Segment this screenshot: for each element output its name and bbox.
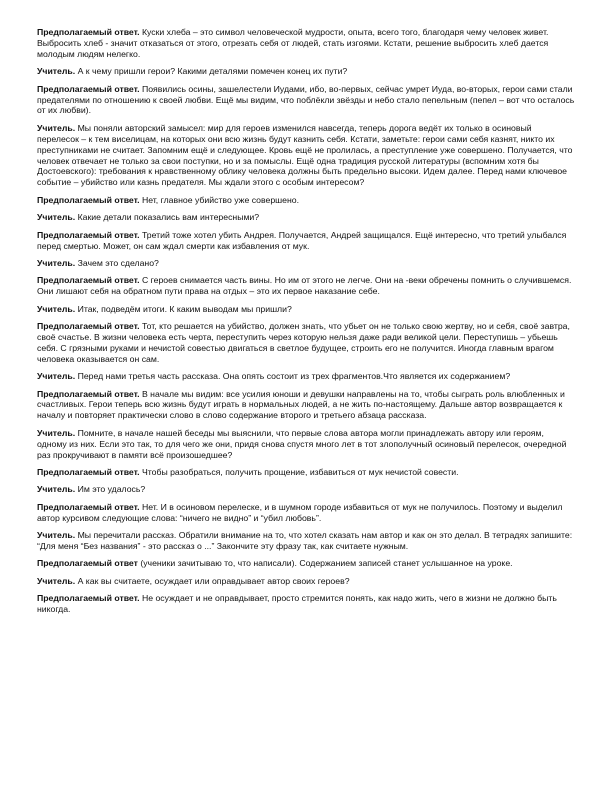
speaker-label: Учитель.	[37, 212, 76, 223]
dialogue-paragraph	[37, 428, 575, 461]
dialogue-paragraph	[37, 195, 575, 206]
dialogue-paragraph	[37, 593, 575, 615]
dialogue-paragraph	[37, 321, 575, 365]
paragraph-text: Тот, кто решается на убийство, должен знать, что убьет он не только свою жертву, но и себя, своё завтра, своё счастье. В жизни человека есть черта, переступить через которую нельзя даже ради великой цели. Переступишь – убьешь себя. С грязными руками и нечистой совестью двигаться в светлое будущее, строить его не получится. Иногда главным врагом человека оказывается он сам.	[37, 321, 570, 364]
dialogue-paragraph	[37, 27, 575, 60]
speaker-label: Предполагаемый ответ.	[37, 229, 140, 240]
paragraph-text: Зачем это сделано?	[75, 257, 159, 268]
paragraph-text: (ученики зачитываю то, что написали). Содержанием записей станет услышанное на уроке.	[137, 558, 513, 569]
speaker-label: Предполагаемый ответ.	[37, 501, 140, 512]
dialogue-paragraph	[37, 389, 575, 422]
paragraph-text: Не осуждает и не оправдывает, просто стремится понять, как надо жить, чего в жизни не должно быть никогда.	[37, 593, 557, 615]
paragraph-text: Третий тоже хотел убить Андрея. Получается, Андрей защищался. Ещё интересно, что третий улыбался перед смертью. Может, он сам ждал смерти как избавления от мук.	[37, 229, 567, 251]
dialogue-paragraph	[37, 467, 575, 478]
dialogue-paragraph	[37, 230, 575, 252]
paragraph-text: В начале мы видим: все усилия юноши и девушки направлены на то, чтобы сыграть роль влюбленных и счастливых. Герои теперь всю жизнь будут играть в нормальных людей, а не жить по-настоящему. Дальше автор возвращается к началу и повторяет практически слово в слово содержание второго и третьего абзаца рассказа.	[37, 388, 565, 421]
dialogue-paragraph	[37, 558, 575, 569]
speaker-label: Предполагаемый ответ	[37, 558, 138, 569]
dialogue-paragraph	[37, 304, 575, 315]
paragraph-text: А к чему пришли герои? Какими деталями помечен конец их пути?	[75, 66, 348, 77]
dialogue-paragraph	[37, 123, 575, 188]
speaker-label: Учитель.	[37, 122, 76, 133]
paragraph-text: Чтобы разобраться, получить прощение, избавиться от мук нечистой совести.	[139, 467, 459, 477]
paragraph-text: Итак, подведём итоги. К каким выводам мы пришли?	[75, 303, 292, 314]
speaker-label: Предполагаемый ответ.	[37, 321, 140, 332]
speaker-label: Учитель.	[37, 303, 76, 314]
dialogue-paragraph	[37, 275, 575, 297]
paragraph-text: А как вы считаете, осуждает или оправдывает автор своих героев?	[75, 575, 350, 586]
paragraph-text: Куски хлеба – это символ человеческой мудрости, опыта, всего того, благодаря чему человек живет. Выбросить хлеб - значит отказаться от этого, отрезать себя от людей, стать изгоями. Кстати, решение выбросить хлеб дается молодым людям нелегко.	[37, 27, 549, 59]
dialogue-paragraph	[37, 484, 575, 495]
speaker-label: Предполагаемый ответ.	[37, 388, 140, 399]
speaker-label: Учитель.	[37, 484, 76, 495]
document-page	[37, 27, 575, 622]
speaker-label: Предполагаемый ответ.	[37, 194, 140, 205]
paragraph-text: С героев снимается часть вины. Но им от этого не легче. Они на -веки обречены помнить о случившемся. Они лишают себя на обратном пути права на отдых – это их первое наказание себе.	[37, 275, 572, 297]
speaker-label: Учитель.	[37, 257, 76, 268]
speaker-label: Предполагаемый ответ.	[37, 593, 140, 604]
speaker-label: Учитель.	[37, 575, 76, 586]
dialogue-paragraph	[37, 502, 575, 524]
speaker-label: Предполагаемый ответ.	[37, 27, 140, 37]
dialogue-paragraph	[37, 530, 575, 552]
paragraph-text: Нет, главное убийство уже совершено.	[139, 194, 299, 205]
dialogue-paragraph	[37, 258, 575, 269]
speaker-label: Предполагаемый ответ.	[37, 83, 140, 94]
speaker-label: Учитель.	[37, 371, 76, 382]
dialogue-paragraph	[37, 371, 575, 382]
speaker-label: Учитель.	[37, 427, 76, 438]
speaker-label: Учитель.	[37, 66, 76, 77]
paragraph-text: Мы поняли авторский замысел: мир для героев изменился навсегда, теперь дорога ведёт их только в осиновый перелесок – к тем виселицам, на которых они всю жизнь будут казнить себя. Кстати, заметьте: герои сами себя казнят, никто их преступниками не считает. Запомним ещё и следующее. Кровь ещё не пролилась, а преступление уже совершено. Получается, что человек отвечает не только за свои поступки, но и за помыслы. Ещё одна традиция русской литературы (вспомним хотя бы Достоевского): требования к нравственному облику человека должны быть предельно высоки. Идем далее. Перед нами ключевое событие – убийство или казнь предателя. Мы ждали этого с особым интересом?	[37, 122, 573, 188]
speaker-label: Учитель.	[37, 530, 76, 541]
paragraph-text: Перед нами третья часть рассказа. Она опять состоит из трех фрагментов.Что является их содержанием?	[75, 371, 511, 382]
speaker-label: Предполагаемый ответ.	[37, 275, 140, 286]
speaker-label: Предполагаемый ответ.	[37, 467, 140, 477]
paragraph-text: Мы перечитали рассказ. Обратили внимание на то, что хотел сказать нам автор и как он это делал. В тетрадях запишите: “Для меня “Без названия” - это рассказ о ...” Закончите эту фразу так, как считаете нужным.	[37, 530, 573, 552]
paragraph-text: Нет. И в осиновом перелеске, и в шумном городе избавиться от мук не получилось. Поэтому и выделил автор курсивом следующие слова: “ничего не видно” и “убил любовь”.	[37, 501, 563, 523]
paragraph-text: Им это удалось?	[75, 484, 146, 495]
paragraph-text: Появились осины, зашелестели Иудами, ибо, во-первых, сейчас умрет Иуда, во-вторых, герои сами стали предателями по отношению к своей любви. Ещё мы видим, что поблёкли звёзды и небо стало пепельным (пепел – вот что осталось от их любви).	[37, 83, 575, 116]
paragraph-text: Какие детали показались вам интересными?	[75, 212, 260, 223]
dialogue-paragraph	[37, 576, 575, 587]
paragraph-text: Помните, в начале нашей беседы мы выяснили, что первые слова автора могли принадлежать автору или героям, одному из них. Если это так, то для чего же они, придя снова спустя много лет в тот злополучный осиновый перелесок, очередной раз прокручивают в памяти всё произошедшее?	[37, 427, 567, 460]
dialogue-paragraph	[37, 212, 575, 223]
dialogue-paragraph	[37, 66, 575, 77]
dialogue-paragraph	[37, 84, 575, 117]
